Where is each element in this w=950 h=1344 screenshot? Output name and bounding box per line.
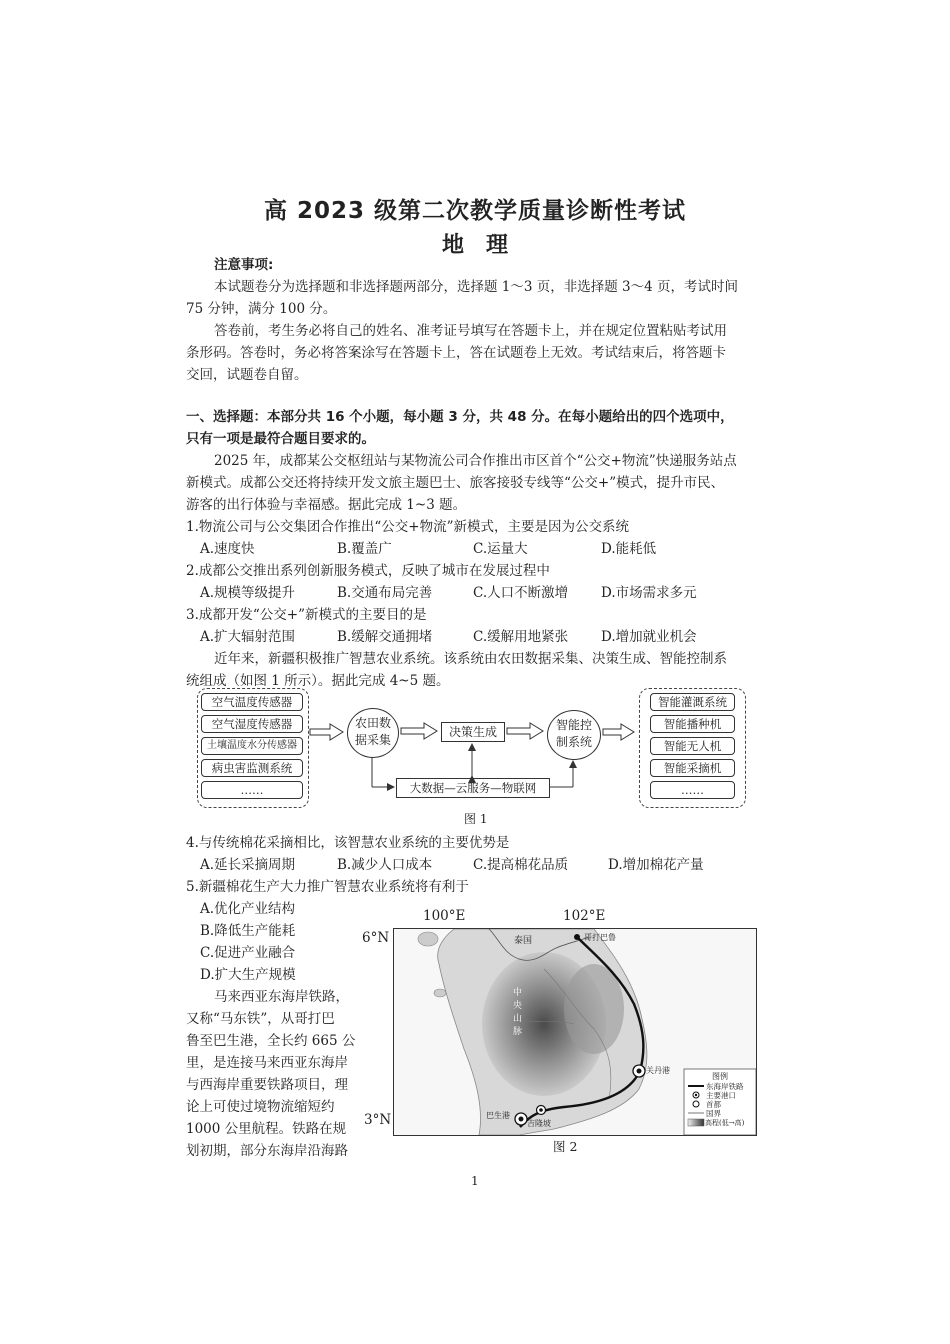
option: C.提高棉花品质 [473, 857, 569, 873]
control-label: 智能控 [555, 718, 592, 732]
question-stem: 2.成都公交推出系列创新服务模式，反映了城市在发展过程中 [186, 563, 550, 579]
option: D.能耗低 [601, 541, 657, 557]
sensor-box: 空气湿度传感器 [201, 715, 303, 733]
option: C.运量大 [473, 541, 528, 557]
question-stem: 3.成都开发“公交+”新模式的主要目的是 [186, 607, 427, 623]
option: C.人口不断激增 [473, 585, 569, 601]
option: D.扩大生产规模 [200, 967, 296, 983]
block-arrow [507, 723, 543, 739]
legend-rail-label: 东海岸铁路 [706, 1082, 744, 1091]
option: D.增加棉花产量 [608, 857, 704, 873]
map-drawing [394, 929, 756, 1135]
option: D.增加就业机会 [601, 629, 697, 645]
page-number: 1 [471, 1174, 479, 1188]
block-arrow [401, 723, 437, 739]
kuala-lumpur-marker [539, 1108, 543, 1112]
question-stem: 4.与传统棉花采摘相比，该智慧农业系统的主要优势是 [186, 835, 510, 851]
sensor-box: 空气温度传感器 [201, 693, 303, 711]
option: B.交通布局完善 [337, 585, 433, 601]
longitude-label: 100°E [423, 908, 466, 924]
section-heading: 只有一项是最符合题目要求的。 [186, 431, 375, 447]
passage-line: 与西海岸重要铁路项目，理 [186, 1077, 348, 1093]
option: B.减少人口成本 [337, 857, 433, 873]
option: A.规模等级提升 [200, 585, 296, 601]
block-arrow [603, 724, 634, 740]
label-port-klang: 巴生港 [486, 1111, 510, 1120]
question-stem: 1.物流公司与公交集团合作推出“公交+物流”新模式，主要是因为公交系统 [186, 519, 629, 535]
legend-port-symbol [695, 1094, 697, 1096]
label-kota-bharu: 哥打巴鲁 [584, 933, 616, 942]
decision-box: 决策生成 [441, 722, 505, 742]
passage-line: 近年来，新疆积极推广智慧农业系统。该系统由农田数据采集、决策生成、智能控制系 [214, 651, 727, 667]
passage-line: 又称“马东铁”，从哥打巴 [186, 1011, 335, 1027]
network-box: 大数据—云服务—物联网 [396, 778, 550, 798]
control-label: 制系统 [555, 735, 592, 749]
notice-line: 75 分钟，满分 100 分。 [186, 301, 337, 317]
passage-line: 里，是连接马来西亚东海岸 [186, 1055, 348, 1071]
passage-line: 1000 公里航程。铁路在规 [186, 1121, 347, 1137]
option: B.缓解交通拥堵 [337, 629, 433, 645]
output-box: 智能播种机 [650, 715, 735, 733]
option: B.降低生产能耗 [200, 923, 296, 939]
option: B.覆盖广 [337, 541, 392, 557]
mountain-shade [564, 964, 624, 1054]
collect-label: 农田数 [354, 716, 391, 730]
output-box: 智能无人机 [650, 737, 735, 755]
label-kuala-lumpur: 吉隆坡 [527, 1119, 551, 1128]
collect-label: 据采集 [354, 733, 391, 747]
figure-2-map [393, 928, 757, 1136]
sensor-box: 病虫害监测系统 [201, 759, 303, 777]
output-box: 智能灌溉系统 [650, 693, 735, 711]
legend-elevation-label: 高程(低→高) [705, 1119, 745, 1127]
legend-border-label: 国界 [706, 1109, 721, 1118]
passage-line: 统组成（如图 1 所示）。据此完成 4~5 题。 [186, 673, 450, 689]
passage-line: 划初期，部分东海岸沿海路 [186, 1143, 348, 1159]
label-thailand: 泰国 [514, 936, 533, 946]
question-stem: 5.新疆棉花生产大力推广智慧农业系统将有利于 [186, 879, 469, 895]
option: C.促进产业融合 [200, 945, 296, 961]
legend-capital-label: 首都 [706, 1100, 721, 1109]
legend-title: 图例 [712, 1072, 728, 1081]
option: A.扩大辐射范围 [200, 629, 296, 645]
sensor-box: …… [201, 781, 303, 799]
latitude-label: 3°N [364, 1112, 392, 1128]
block-arrow [310, 724, 343, 740]
option: A.速度快 [200, 541, 255, 557]
figure-1-caption: 图 1 [464, 812, 488, 826]
latitude-label: 6°N [362, 930, 390, 946]
island [434, 989, 446, 997]
notice-heading: 注意事项: [214, 257, 274, 273]
label-central-range: 中央山脉 [511, 987, 521, 1039]
longitude-label: 102°E [563, 908, 606, 924]
output-box: …… [650, 781, 735, 799]
output-box: 智能采摘机 [650, 759, 735, 777]
sensor-box: 土壤温度水分传感器 [201, 737, 303, 755]
kuantan-port-marker [637, 1069, 642, 1074]
notice-line: 本试题卷分为选择题和非选择题两部分，选择题 1～3 页，非选择题 3～4 页，考试时间 [214, 279, 739, 295]
exam-title: 高 2023 级第二次教学质量诊断性考试 [263, 198, 687, 224]
passage-line: 游客的出行体验与幸福感。据此完成 1~3 题。 [186, 497, 467, 513]
legend-port-label: 主要港口 [706, 1091, 736, 1100]
passage-line: 马来西亚东海岸铁路， [214, 989, 349, 1005]
legend-capital-symbol [693, 1101, 699, 1107]
option: A.延长采摘周期 [200, 857, 296, 873]
notice-line: 条形码。答卷时，务必将答案涂写在答题卡上，答在试题卷上无效。考试结束后，将答题卡 [186, 345, 726, 361]
option: C.缓解用地紧张 [473, 629, 569, 645]
section-heading: 一、选择题：本部分共 16 个小题，每小题 3 分，共 48 分。在每小题给出的四个选项中， [186, 409, 734, 425]
label-kuantan: 关丹港 [646, 1066, 670, 1075]
island [418, 932, 438, 946]
figure-2-caption: 图 2 [553, 1139, 578, 1154]
passage-line: 鲁至巴生港，全长约 665 公 [186, 1033, 356, 1049]
option: D.市场需求多元 [601, 585, 697, 601]
passage-line: 论上可使过境物流缩短约 [186, 1099, 335, 1115]
legend-elevation-ramp [688, 1119, 704, 1126]
kota-bharu-marker [574, 934, 580, 940]
notice-line: 答卷前，考生务必将自己的姓名、准考证号填写在答题卡上，并在规定位置粘贴考试用 [214, 323, 727, 339]
subject-title: 地 理 [441, 233, 508, 258]
option: A.优化产业结构 [200, 901, 296, 917]
passage-line: 2025 年，成都某公交枢纽站与某物流公司合作推出市区首个“公交+物流”快递服务站点 [214, 453, 737, 469]
passage-line: 新模式。成都公交还将持续开发文旅主题巴士、旅客接驳专线等“公交+”模式，提升市民、 [186, 475, 725, 491]
notice-line: 交回，试题卷自留。 [186, 367, 308, 383]
port-klang-marker [519, 1117, 524, 1122]
